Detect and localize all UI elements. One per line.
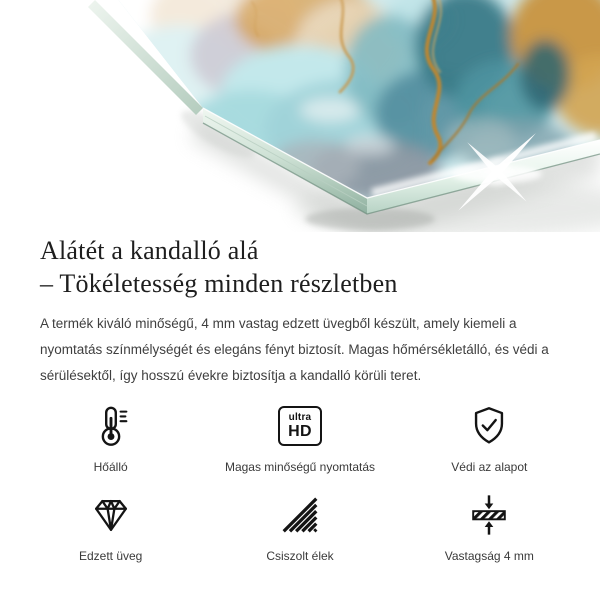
heading-line-2: – Tökéletesség minden részletben [40, 269, 398, 298]
feature-grid [16, 401, 584, 563]
thermometer-icon [88, 401, 134, 451]
feature-heat-resistant [16, 401, 205, 474]
hero-product-image [0, 0, 600, 232]
feature-label: Magas minőségű nyomtatás [224, 460, 376, 474]
ultra-hd-badge-bottom: HD [288, 422, 312, 440]
ultra-hd-icon [278, 401, 322, 451]
page-title [40, 234, 564, 300]
product-copy [40, 234, 564, 389]
feature-print-quality [205, 401, 394, 474]
shield-check-icon [466, 401, 512, 451]
feature-polished-edges [205, 490, 394, 563]
feature-protects-base [395, 401, 584, 474]
feature-tempered-glass [16, 490, 205, 563]
product-description: A termék kiváló minőségű, 4 mm vastag edzett üvegből készült, amely kiemeli a nyomtatás színmélységét és elegáns fényt biztosít. Magas hőmérsékletálló, és védi a sérülésektől, így hosszú évekre biztosítja a kandalló körüli teret. [40, 316, 549, 383]
feature-label: Edzett üveg [78, 549, 143, 563]
ultra-hd-badge-top: ultra [288, 411, 312, 423]
diamond-icon [88, 490, 134, 540]
feature-thickness [395, 490, 584, 563]
feature-label: Vastagság 4 mm [444, 549, 534, 563]
polished-edges-icon [277, 490, 323, 540]
feature-label: Védi az alapot [451, 460, 528, 474]
heading-line-1: Alátét a kandalló alá [40, 236, 259, 265]
thickness-icon [466, 490, 512, 540]
feature-label: Hőálló [93, 460, 128, 474]
feature-label: Csiszolt élek [266, 549, 334, 563]
